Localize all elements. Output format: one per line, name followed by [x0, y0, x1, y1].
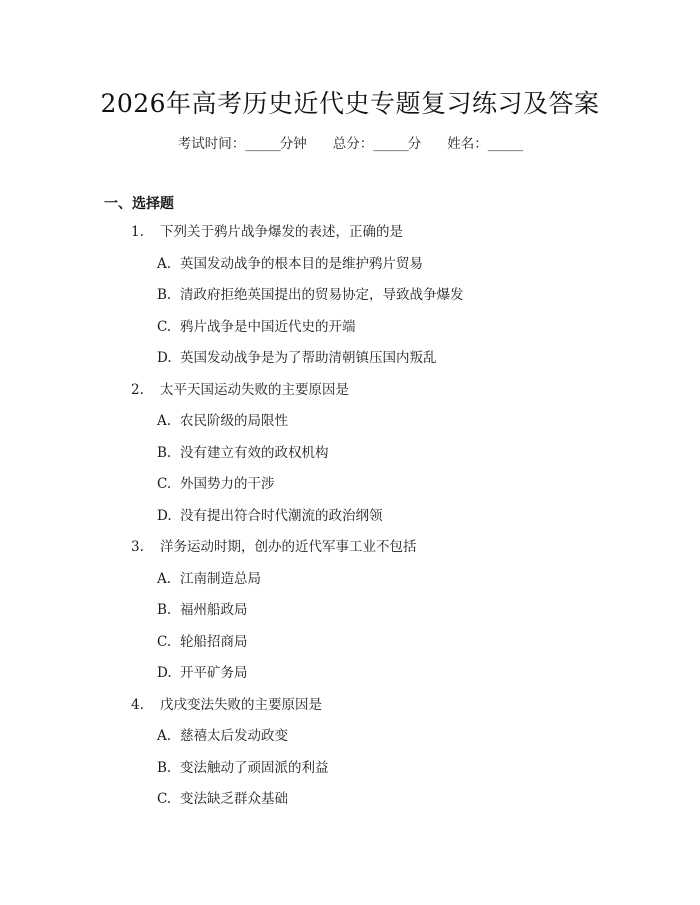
answer-option: [0, 631, 700, 663]
time-label: 考试时间：: [177, 136, 246, 152]
exam-meta-line: [0, 132, 700, 152]
time-blank: ______: [245, 136, 280, 152]
option-letter: A.: [157, 570, 172, 587]
question-number: 3.: [131, 539, 144, 555]
answer-option: [0, 757, 700, 789]
option-text: 福州船政局: [180, 602, 248, 618]
option-letter: C.: [157, 633, 172, 650]
question-text: 洋务运动时期，创办的近代军事工业不包括: [160, 539, 417, 555]
option-text: 清政府拒绝英国提出的贸易协定，导致战争爆发: [180, 287, 464, 303]
option-letter: A.: [157, 255, 172, 272]
option-letter: D.: [157, 350, 172, 366]
score-blank: ______: [373, 136, 408, 152]
option-text: 变法缺乏群众基础: [180, 791, 288, 807]
answer-option: [0, 662, 700, 694]
answer-option: [0, 410, 700, 442]
question-text: 太平天国运动失败的主要原因是: [160, 381, 349, 398]
option-text: 慈禧太后发动政变: [180, 728, 288, 744]
option-text: 鸦片战争是中国近代史的开端: [180, 318, 356, 335]
option-text: 英国发动战争是为了帮助清朝镇压国内叛乱: [180, 350, 437, 366]
option-text: 外国势力的干涉: [180, 476, 275, 492]
option-text: 英国发动战争的根本目的是维护鸦片贸易: [180, 255, 423, 272]
option-text: 没有建立有效的政权机构: [180, 444, 329, 461]
option-letter: B.: [157, 602, 172, 618]
answer-option: [0, 473, 700, 505]
question-item: [0, 379, 700, 411]
question-item: [0, 536, 700, 568]
option-letter: D.: [157, 665, 172, 681]
question-number: 2.: [131, 381, 144, 398]
question-number: 4.: [131, 696, 144, 713]
option-text: 变法触动了顽固派的利益: [180, 759, 329, 776]
option-text: 农民阶级的局限性: [180, 413, 288, 429]
option-letter: C.: [157, 318, 172, 335]
question-item: [0, 694, 700, 726]
option-letter: C.: [157, 476, 172, 492]
section-heading: 一、选择题: [104, 196, 174, 212]
option-letter: B.: [157, 759, 172, 776]
question-text: 戊戌变法失败的主要原因是: [160, 696, 322, 713]
question-list: [0, 221, 700, 820]
answer-option: [0, 599, 700, 631]
option-letter: D.: [157, 507, 172, 524]
answer-option: [0, 253, 700, 285]
option-letter: C.: [157, 791, 172, 807]
name-blank: ______: [487, 136, 523, 152]
answer-option: [0, 505, 700, 537]
name-label: 姓名：: [447, 136, 488, 152]
option-text: 轮船招商局: [180, 633, 248, 650]
question-item: [0, 221, 700, 253]
answer-option: [0, 284, 700, 316]
option-letter: A.: [157, 728, 172, 744]
answer-option: [0, 788, 700, 820]
score-unit: 分: [407, 136, 422, 152]
score-label: 总分：: [332, 136, 374, 152]
time-unit: 分钟: [279, 136, 307, 152]
question-number: 1.: [131, 224, 144, 240]
option-letter: B.: [157, 444, 172, 461]
answer-option: [0, 347, 700, 379]
option-letter: B.: [157, 287, 172, 303]
answer-option: [0, 568, 700, 600]
option-text: 江南制造总局: [180, 570, 261, 587]
answer-option: [0, 316, 700, 348]
option-text: 开平矿务局: [180, 665, 248, 681]
option-letter: A.: [157, 413, 172, 429]
answer-option: [0, 442, 700, 474]
option-text: 没有提出符合时代潮流的政治纲领: [180, 507, 383, 524]
page-title: 2026年高考历史近代史专题复习练习及答案: [100, 89, 600, 118]
question-text: 下列关于鸦片战争爆发的表述，正确的是: [160, 224, 403, 240]
answer-option: [0, 725, 700, 757]
